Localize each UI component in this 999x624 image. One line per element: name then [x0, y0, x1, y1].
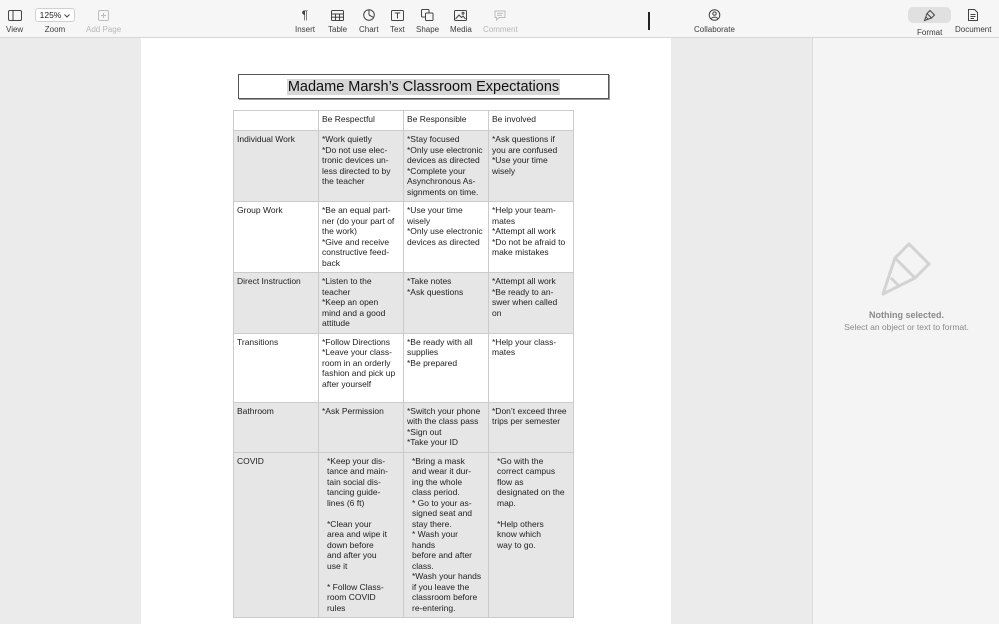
chart-icon: [363, 6, 375, 24]
table-row: [234, 273, 574, 334]
table-header-row: [234, 111, 574, 131]
format-label-wrap: [917, 27, 942, 37]
text-label: Text: [390, 25, 405, 34]
table-cell[interactable]: *Take notes *Ask questions: [404, 273, 489, 334]
header-cell-empty[interactable]: [234, 111, 319, 131]
toolbar: [0, 0, 999, 38]
pilcrow-icon: ¶: [301, 8, 309, 22]
table-cell[interactable]: *Keep your dis- tance and main- tain social dis- tancing guide- lines (6 ft) *Clean your area and wipe it down before and after you use it * Follow Class- room COVID rules: [319, 452, 404, 618]
table-cell[interactable]: *Stay focused *Only use electronic devices as directed *Complete your Asynchronous As- signments on time.: [404, 131, 489, 202]
collaborate-button[interactable]: [694, 6, 735, 34]
comment-icon: [494, 6, 506, 24]
table-cell[interactable]: *Ask questions if you are confused *Use your time wisely: [489, 131, 574, 202]
media-button[interactable]: [450, 6, 472, 34]
comment-label: Comment: [483, 25, 518, 34]
add-page-label: Add Page: [86, 25, 122, 34]
paintbrush-icon: [923, 7, 936, 23]
title-text-box[interactable]: [238, 74, 609, 99]
document-title[interactable]: Madame Marsh’s Classroom Expectations: [287, 78, 560, 95]
format-button[interactable]: [908, 7, 951, 23]
shape-icon: [421, 6, 434, 24]
paintbrush-icon: [877, 240, 935, 307]
table-row: [234, 402, 574, 452]
zoom-control[interactable]: [35, 6, 75, 34]
insert-button[interactable]: [295, 6, 315, 34]
format-sidebar: [812, 38, 999, 624]
zoom-select[interactable]: [35, 8, 75, 22]
table-cell[interactable]: *Switch your phone with the class pass *Sign out *Take your ID: [404, 402, 489, 452]
row-label-cell[interactable]: Individual Work: [234, 131, 319, 202]
shape-button[interactable]: [416, 6, 439, 34]
add-page-button[interactable]: [86, 6, 121, 34]
table-cell[interactable]: *Don’t exceed three trips per semester: [489, 402, 574, 452]
text-box-icon: [391, 6, 404, 24]
text-button[interactable]: [390, 6, 405, 34]
table-cell[interactable]: *Follow Directions *Leave your class- room in an orderly fashion and pick up after yourself: [319, 333, 404, 402]
view-button[interactable]: [6, 6, 23, 34]
table-cell[interactable]: *Help your team- mates *Attempt all work *Do not be afraid to make mistakes: [489, 202, 574, 273]
header-cell-involved[interactable]: Be involved: [489, 111, 574, 131]
table-cell[interactable]: *Be ready with all supplies *Be prepared: [404, 333, 489, 402]
nothing-selected-title: Nothing selected.: [868, 310, 944, 320]
zoom-label: Zoom: [44, 25, 66, 34]
row-label-cell[interactable]: COVID: [234, 452, 319, 618]
table-row: [234, 333, 574, 402]
document-label: Document: [955, 25, 992, 34]
table-cell[interactable]: *Go with the correct campus flow as designated on the map. *Help others know which way to go.: [489, 452, 574, 618]
header-cell-respectful[interactable]: Be Respectful: [319, 111, 404, 131]
text-cursor: [648, 12, 650, 30]
table-cell[interactable]: *Listen to the teacher *Keep an open mind and a good attitude: [319, 273, 404, 334]
comment-button[interactable]: [483, 6, 518, 34]
media-icon: [454, 6, 467, 24]
document-button[interactable]: [955, 6, 991, 34]
header-cell-responsible[interactable]: Be Responsible: [404, 111, 489, 131]
nothing-selected-hint: Select an object or text to format.: [844, 322, 969, 332]
chart-button[interactable]: [359, 6, 379, 34]
document-page[interactable]: [141, 38, 671, 624]
row-label-cell[interactable]: Direct Instruction: [234, 273, 319, 334]
chevron-down-icon: [64, 10, 70, 20]
table-label: Table: [328, 25, 348, 34]
table-cell[interactable]: *Work quietly *Do not use elec- tronic devices un- less directed to by the teacher: [319, 131, 404, 202]
table-cell[interactable]: *Ask Permission: [319, 402, 404, 452]
collaborate-label: Collaborate: [694, 25, 735, 34]
table-cell[interactable]: *Help your class- mates: [489, 333, 574, 402]
table-cell[interactable]: *Use your time wisely *Only use electronic devices as directed: [404, 202, 489, 273]
table-cell[interactable]: *Bring a mask and wear it dur- ing the whole class period. * Go to your as- signed seat and stay there. * Wash your hands before and after class. *Wash your hands if you leave the classroom before re-entering.: [404, 452, 489, 618]
expectations-table[interactable]: [233, 110, 574, 618]
document-icon: [968, 6, 978, 24]
row-label-cell[interactable]: Bathroom: [234, 402, 319, 452]
shape-label: Shape: [416, 25, 440, 34]
table-cell[interactable]: *Be an equal part- ner (do your part of the work) *Give and receive constructive feed- back: [319, 202, 404, 273]
format-label: Format: [917, 28, 943, 37]
chart-label: Chart: [359, 25, 379, 34]
table-row: [234, 452, 574, 618]
zoom-value: 125%: [39, 10, 62, 20]
row-label-cell[interactable]: Transitions: [234, 333, 319, 402]
collaborate-icon: [708, 6, 721, 24]
add-page-icon: [98, 6, 109, 24]
table-icon: [331, 6, 344, 24]
table-cell[interactable]: *Attempt all work *Be ready to an- swer when called on: [489, 273, 574, 334]
view-label: View: [6, 25, 24, 34]
sidebar-toggle-icon: [8, 6, 22, 24]
media-label: Media: [450, 25, 472, 34]
table-button[interactable]: [328, 6, 347, 34]
document-canvas[interactable]: [0, 38, 812, 624]
insert-label: Insert: [295, 25, 316, 34]
row-label-cell[interactable]: Group Work: [234, 202, 319, 273]
table-row: [234, 202, 574, 273]
table-row: [234, 131, 574, 202]
